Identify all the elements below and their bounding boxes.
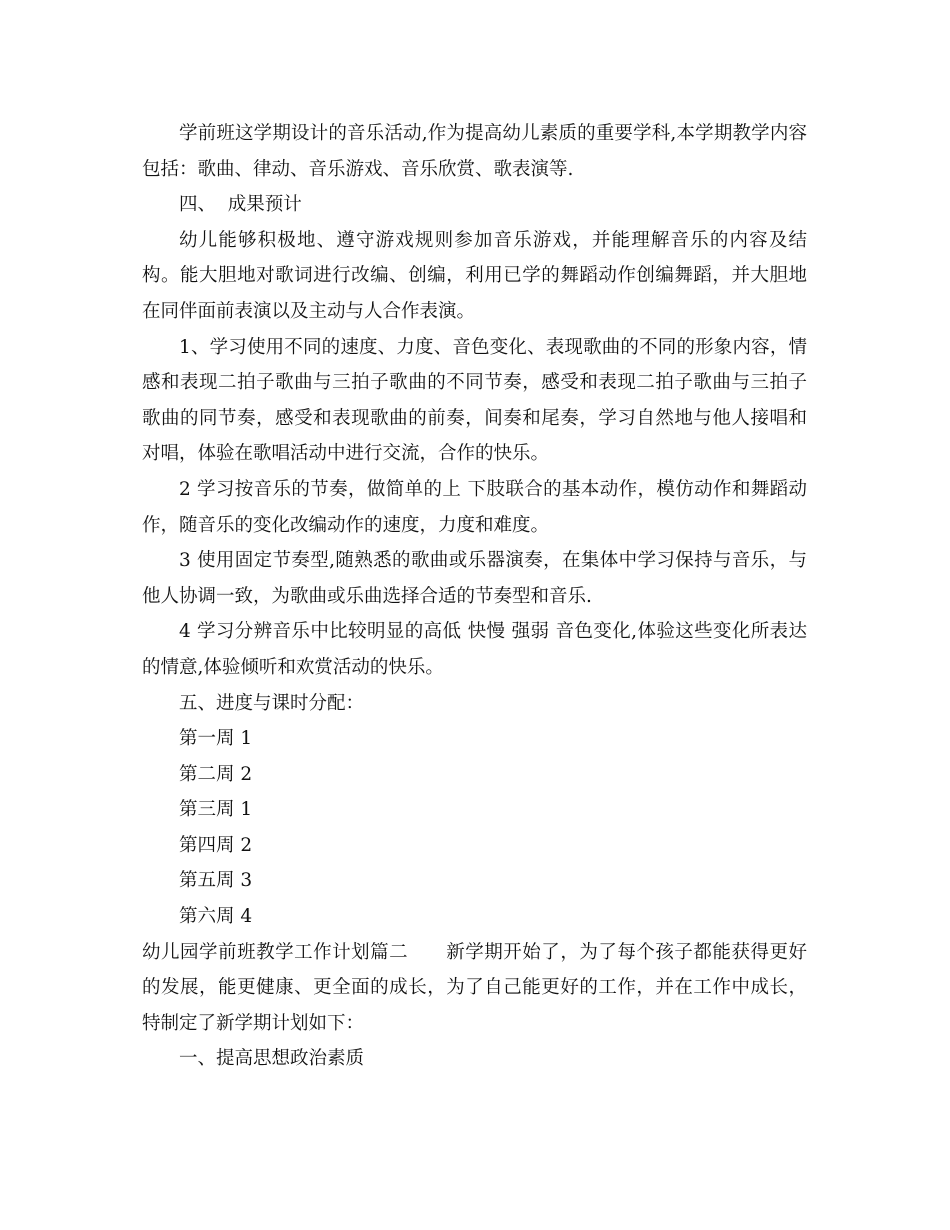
week-row: 第六周 4 xyxy=(179,906,253,928)
week-row: 第二周 2 xyxy=(179,763,253,785)
week-row: 第五周 3 xyxy=(179,870,253,892)
document-body xyxy=(142,116,807,1077)
outcomes-paragraph: 幼儿能够积极地、遵守游戏规则参加音乐游戏，并能理解音乐的内容及结构。能大胆地对歌词进行改编、创编，利用已学的舞蹈动作创编舞蹈，并大胆地在同伴面前表演以及主动与人合作表演。 xyxy=(142,229,807,322)
week-row: 第三周 1 xyxy=(179,799,253,821)
week-row: 第四周 2 xyxy=(179,834,253,856)
intro-paragraph: 学前班这学期设计的音乐活动,作为提高幼儿素质的重要学科,本学期教学内容包括：歌曲、律动、音乐游戏、音乐欣赏、歌表演等. xyxy=(142,123,807,180)
goal-item-2: 2 学习按音乐的节奏，做简单的上 下肢联合的基本动作，模仿动作和舞蹈动作，随音乐的变化改编动作的速度，力度和难度。 xyxy=(142,478,807,536)
goal-item-3: 3 使用固定节奏型,随熟悉的歌曲或乐器演奏，在集体中学习保持与音乐，与他人协调一致，为歌曲或乐曲选择合适的节奏型和音乐. xyxy=(142,550,807,607)
week-row: 第一周 1 xyxy=(179,728,253,750)
section-heading-politics: 一、提高思想政治素质 xyxy=(179,1048,365,1070)
goal-item-1: 1、学习使用不同的速度、力度、音色变化、表现歌曲的不同的形象内容，情感和表现二拍子歌曲与三拍子歌曲的不同节奏，感受和表现二拍子歌曲与三拍子歌曲的同节奏，感受和表现歌曲的前奏，间奏和尾奏，学习自然地与他人接唱和对唱，体验在歌唱活动中进行交流，合作的快乐。 xyxy=(142,336,807,465)
section-heading-schedule: 五、进度与课时分配： xyxy=(179,692,365,714)
goal-item-4: 4 学习分辨音乐中比较明显的高低 快慢 强弱 音色变化,体验这些变化所表达的情意,体验倾听和欢赏活动的快乐。 xyxy=(142,621,807,678)
section-heading-outcomes: 四、 成果预计 xyxy=(179,194,302,216)
part-two-paragraph: 幼儿园学前班教学工作计划篇二 新学期开始了，为了每个孩子都能获得更好的发展，能更健康、更全面的成长，为了自己能更好的工作，并在工作中成长，特制定了新学期计划如下： xyxy=(142,941,807,1034)
